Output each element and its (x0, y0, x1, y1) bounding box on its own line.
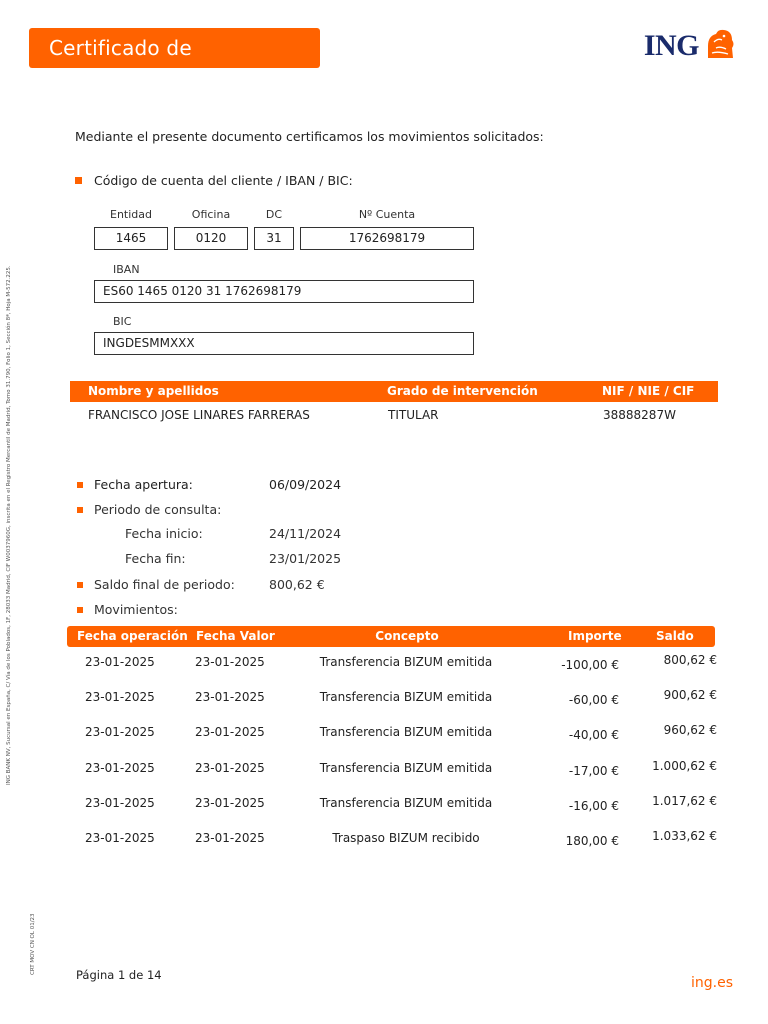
movement-fecha-operacion: 23-01-2025 (85, 831, 155, 845)
iban-field: ES60 1465 0120 31 1762698179 (94, 280, 474, 303)
movement-fecha-operacion: 23-01-2025 (85, 796, 155, 810)
ing-logo (644, 26, 738, 66)
holder-nif-header: NIF / NIE / CIF (602, 384, 695, 398)
movement-fecha-operacion: 23-01-2025 (85, 761, 155, 775)
iban-label: IBAN (113, 263, 140, 276)
fecha-operacion-header: Fecha operación (77, 629, 188, 643)
holder-nif: 38888287W (603, 408, 676, 422)
fin-value: 23/01/2025 (269, 551, 342, 566)
movement-saldo: 960,62 € (663, 723, 717, 737)
movement-fecha-valor: 23-01-2025 (195, 690, 265, 704)
inicio-label: Fecha inicio: (125, 526, 203, 541)
movement-importe: -16,00 € (568, 799, 619, 813)
movement-concepto: Transferencia BIZUM emitida (319, 796, 493, 810)
importe-header: Importe (568, 629, 622, 643)
holder-role-header: Grado de intervención (387, 384, 538, 398)
movement-concepto: Transferencia BIZUM emitida (319, 761, 493, 775)
bullet-icon (77, 507, 83, 513)
saldo-value: 800,62 € (269, 577, 325, 592)
oficina-field: 0120 (174, 227, 248, 250)
movement-concepto: Traspaso BIZUM recibido (332, 831, 480, 845)
cuenta-field: 1762698179 (300, 227, 474, 250)
movement-fecha-valor: 23-01-2025 (195, 831, 265, 845)
movement-row (0, 761, 768, 781)
account-section-label: Código de cuenta del cliente / IBAN / BIC: (94, 173, 353, 188)
movement-importe: -100,00 € (561, 658, 619, 672)
periodo-label: Periodo de consulta: (94, 502, 222, 517)
entidad-field: 1465 (94, 227, 168, 250)
movement-saldo: 1.017,62 € (652, 794, 717, 808)
movement-fecha-valor: 23-01-2025 (195, 655, 265, 669)
inicio-value: 24/11/2024 (269, 526, 342, 541)
document-code: CRT MOV CN OL 01/23 (30, 913, 36, 975)
holder-name: FRANCISCO JOSE LINARES FARRERAS (88, 408, 310, 422)
saldo-header: Saldo (656, 629, 694, 643)
logo-text: ING (643, 29, 699, 62)
movement-importe: -17,00 € (568, 764, 619, 778)
movement-row (0, 831, 768, 851)
movement-fecha-operacion: 23-01-2025 (85, 655, 155, 669)
movement-fecha-valor: 23-01-2025 (195, 761, 265, 775)
movement-saldo: 1.033,62 € (652, 829, 717, 843)
concepto-header: Concepto (375, 629, 439, 643)
fecha-valor-header: Fecha Valor (196, 629, 275, 643)
holders-table-header (70, 381, 718, 402)
movimientos-label: Movimientos: (94, 602, 178, 617)
lion-icon (702, 26, 738, 66)
holder-name-header: Nombre y apellidos (88, 384, 219, 398)
movement-fecha-valor: 23-01-2025 (195, 796, 265, 810)
document-title: Certificado de Movimientos (29, 28, 320, 68)
holder-role: TITULAR (388, 408, 439, 422)
movement-saldo: 900,62 € (663, 688, 717, 702)
movement-row (0, 690, 768, 710)
bic-label: BIC (113, 315, 132, 328)
apertura-label: Fecha apertura: (94, 477, 193, 492)
movements-table-header (67, 626, 715, 647)
apertura-value: 06/09/2024 (269, 477, 342, 492)
bullet-icon (75, 177, 82, 184)
bullet-icon (77, 482, 83, 488)
entidad-label: Entidad (110, 208, 152, 221)
movement-fecha-operacion: 23-01-2025 (85, 690, 155, 704)
cuenta-label: Nº Cuenta (358, 208, 416, 221)
website-link[interactable]: ing.es (690, 975, 733, 991)
movement-fecha-operacion: 23-01-2025 (85, 725, 155, 739)
movement-saldo: 1.000,62 € (652, 759, 717, 773)
movement-concepto: Transferencia BIZUM emitida (319, 655, 493, 669)
movement-concepto: Transferencia BIZUM emitida (319, 725, 493, 739)
bullet-icon (77, 582, 83, 588)
movement-row (0, 655, 768, 675)
bic-field: INGDESMMXXX (94, 332, 474, 355)
dc-field: 31 (254, 227, 294, 250)
oficina-label: Oficina (191, 208, 231, 221)
movement-row (0, 796, 768, 816)
movement-fecha-valor: 23-01-2025 (195, 725, 265, 739)
saldo-label: Saldo final de periodo: (94, 577, 235, 592)
legal-side-text: ING BANK NV, Sucursal en España, C/ Vía de los Poblados, 1F, 28033 Madrid, CIF W0037960G, inscrita en el Registro Mercantil de Madrid, Tomo 31.790, Folio 1, Sección 8ª, Hoja M-572.225. (6, 265, 12, 785)
movement-importe: -60,00 € (568, 693, 619, 707)
movement-row (0, 725, 768, 745)
dc-label: DC (265, 208, 283, 221)
movement-concepto: Transferencia BIZUM emitida (319, 690, 493, 704)
bullet-icon (77, 607, 83, 613)
movement-importe: 180,00 € (565, 834, 619, 848)
movement-importe: -40,00 € (568, 728, 619, 742)
movement-saldo: 800,62 € (663, 653, 717, 667)
page-number: Página 1 de 14 (76, 968, 162, 982)
intro-text: Mediante el presente documento certificamos los movimientos solicitados: (75, 129, 544, 144)
fin-label: Fecha fin: (125, 551, 186, 566)
